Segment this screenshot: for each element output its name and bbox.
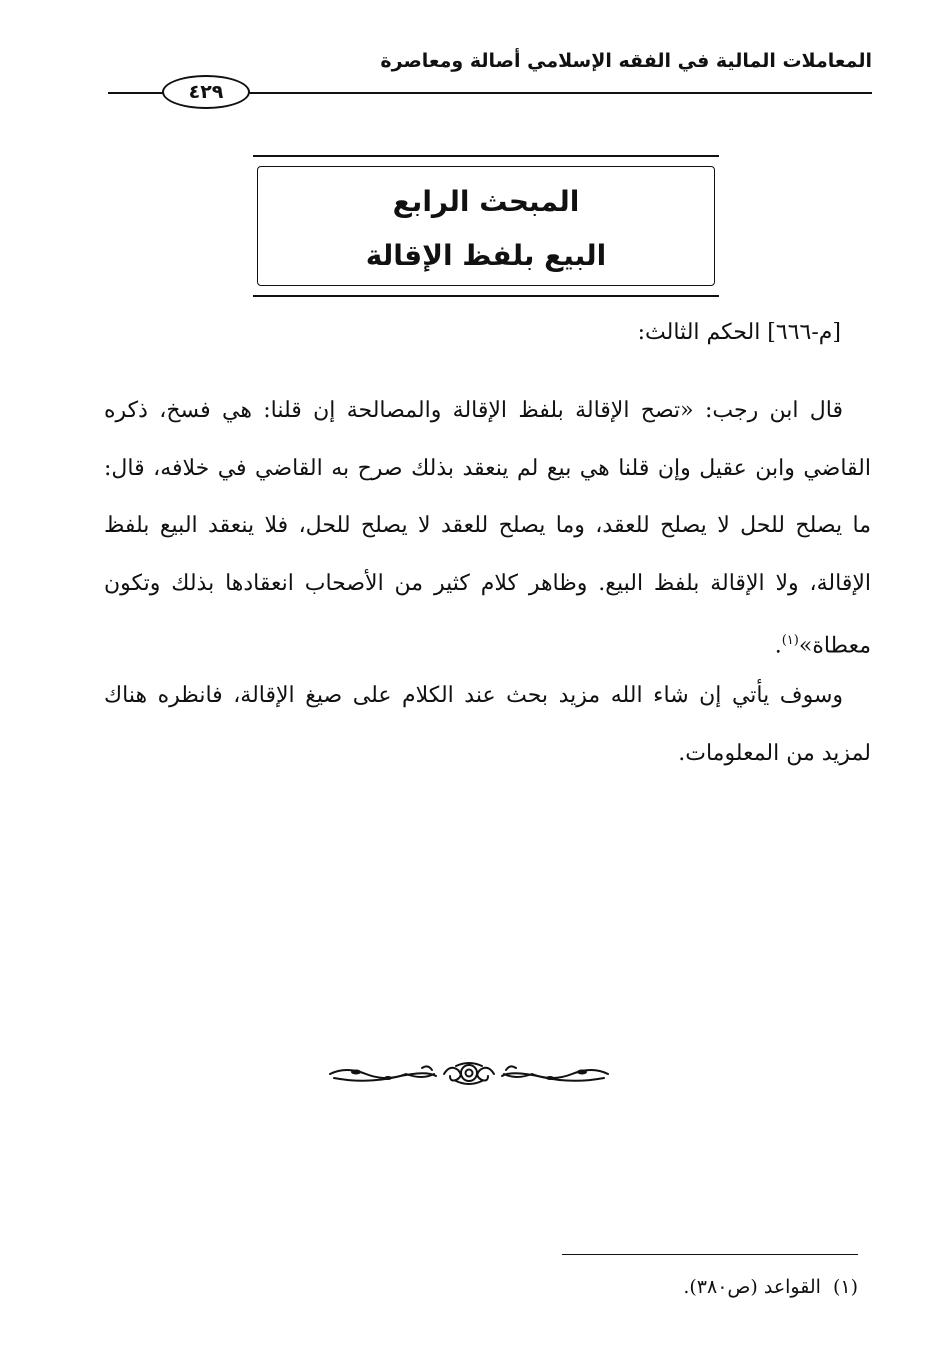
paragraph-followup [104,667,871,782]
decorative-floral-divider-icon [326,1060,612,1088]
paragraph-1-text: قال ابن رجب: «تصح الإقالة بلفظ الإقالة والمصالحة إن قلنا: هي فسخ، ذكره القاضي وابن عقيل وإن قلنا هي بيع لم ينعقد بذلك صرح به القاضي في خلافه، قال: ما يصلح للحل لا يصلح للعقد، وما يصلح للعقد لا يصلح للحل، فلا ينعقد البيع بلفظ الإقالة، ولا الإقالة بلفظ البيع. وظاهر كلام كثير من الأصحاب انعقادها بذلك وتكون معطاة» [104,398,871,659]
footnote-number: (١) [832,1276,858,1298]
paragraph-quote [104,382,871,675]
section-subheading: البيع بلفظ الإقالة [365,239,607,272]
running-header-title: المعاملات المالية في الفقه الإسلامي أصالة ومعاصرة [380,50,872,72]
ruling-label: [م-٦٦٦] الحكم الثالث: [637,320,841,345]
page-number: ٤٢٩ [162,75,250,109]
paragraph-1-end: . [774,633,782,659]
footnote-separator [562,1254,858,1255]
paragraph-2-text: وسوف يأتي إن شاء الله مزيد بحث عند الكلام على صيغ الإقالة، فانظره هناك لمزيد من المعلومات. [104,683,871,766]
footnote-text: القواعد (ص٣٨٠). [683,1276,821,1298]
section-heading: المبحث الرابع [392,185,580,218]
footnote [683,1276,858,1298]
section-title-box [253,155,719,297]
section-title-frame [257,166,715,286]
footnote-reference: (١) [781,633,799,648]
